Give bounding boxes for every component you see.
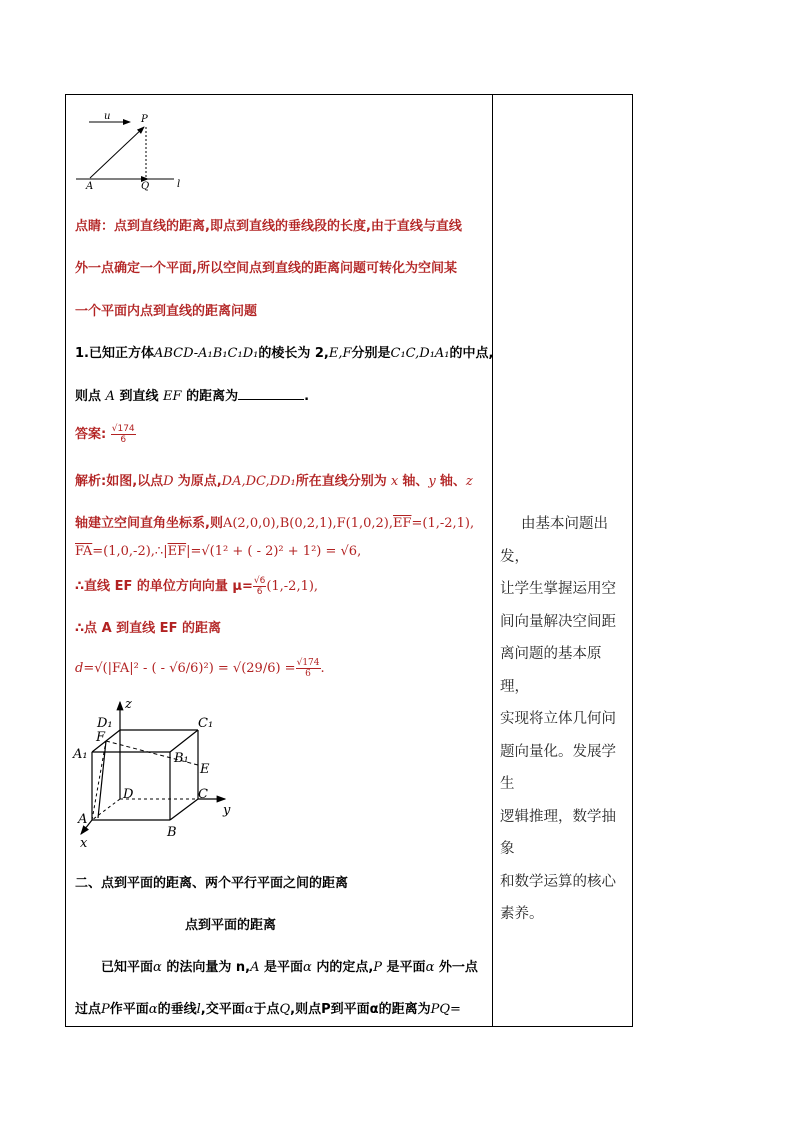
cube-label-a1: A₁ — [73, 747, 88, 762]
side-note-line-2: 让学生掌握运用空 — [500, 581, 616, 597]
sol-formula-num: √174 — [296, 658, 320, 668]
s2-alpha5: α — [244, 1002, 254, 1017]
s2-alpha4: α — [148, 1002, 158, 1017]
side-note — [500, 508, 630, 931]
sol-formula-d: d= — [75, 661, 95, 676]
s2-p1c: 是平面 — [263, 960, 303, 975]
solution-line4 — [75, 575, 318, 597]
segment-AP — [90, 127, 144, 178]
answer-fraction — [111, 424, 136, 445]
side-note-line-5: 实现将立体几何问 — [500, 711, 616, 727]
s2-p2e: 于点 — [253, 1002, 280, 1017]
dianjing-line3: 一个平面内点到直线的距离问题 — [75, 304, 258, 319]
sol-line4-den: 6 — [256, 587, 263, 597]
sol-vec-ef-val: =(1,-2,1), — [411, 516, 475, 531]
sol-formula-rest: √(|FA|² - ( - √6/6)²) = √(29/6) = — [94, 661, 296, 676]
section2-para-line1 — [101, 956, 478, 975]
s2-p1e: 是平面 — [386, 960, 426, 975]
cube-label-x: x — [80, 836, 88, 850]
label-A: A — [86, 181, 94, 192]
cube-label-c: C — [198, 787, 208, 802]
q1-ef: E,F — [328, 346, 352, 361]
column-divider — [492, 94, 493, 1027]
side-note-line-1 — [500, 508, 630, 573]
sol-formula-frac — [296, 658, 321, 679]
sol-line3b: =(1,0,-2),∴| — [92, 544, 168, 559]
answer-blank — [238, 387, 304, 400]
s2-p1a: 已知平面 — [101, 960, 154, 975]
sol-coords: A(2,0,0),B(0,2,1),F(1,0,2), — [222, 516, 393, 531]
s2-p1f: 外一点 — [438, 960, 478, 975]
q1-line2b: 到直线 — [119, 389, 159, 404]
sol-line4-num: √6 — [253, 576, 266, 586]
section2-heading: 二、点到平面的距离、两个平行平面之间的距离 — [75, 876, 349, 891]
question-1-line2 — [75, 385, 309, 404]
cube-label-b: B — [167, 825, 177, 840]
q1-mid1: 的棱长为 2, — [258, 346, 329, 361]
sol-line3d: |=√(1² + ( - 2)² + 1²) = √6, — [186, 544, 362, 559]
cube-label-f: F — [96, 730, 106, 745]
s2-p1b: 的法向量为 n, — [166, 960, 251, 975]
s2-p2d: ,交平面 — [200, 1002, 245, 1017]
s2-alpha1: α — [153, 960, 162, 975]
cube-label-d1: D₁ — [97, 716, 113, 731]
q1-edges: C₁C,D₁A₁ — [390, 346, 450, 361]
side-note-line-8: 和数学运算的核心 — [500, 873, 616, 890]
s2-p1d: 内的定点, — [316, 960, 374, 975]
s2-point-q: Q — [279, 1002, 291, 1017]
cube-label-b1: B₁ — [174, 751, 189, 766]
solution-formula — [75, 658, 325, 679]
sol-line4-tail: (1,-2,1), — [266, 579, 319, 594]
sol-point-d: D — [163, 474, 174, 489]
sol-line4: ∴直线 EF 的单位方向向量 μ= — [75, 579, 253, 594]
solution-line2 — [75, 512, 474, 531]
solution-line5: ∴点 A 到直线 EF 的距离 — [75, 621, 221, 636]
sol-vec-fa: $\overline{FA}$ — [75, 544, 93, 559]
s2-p2c: 的垂线 — [157, 1002, 197, 1017]
sol-line1c: 所在直线分别为 — [295, 474, 387, 489]
label-P: P — [141, 114, 148, 125]
section2-subheading: 点到平面的距离 — [185, 918, 277, 933]
sol-axes: DA,DC,DD₁ — [221, 474, 296, 489]
cube-label-y: y — [223, 803, 231, 818]
sol-vec-ef: $\overline{EF}$ — [392, 516, 412, 531]
s2-line-l: l — [196, 1002, 201, 1017]
cube-label-z: z — [125, 697, 132, 712]
answer-line — [75, 423, 136, 445]
side-note-line-9: 素养。 — [500, 906, 544, 922]
side-note-line-6: 题向量化。发展学生 — [500, 743, 616, 792]
s2-alpha2: α — [303, 960, 312, 975]
s2-point-a: A — [250, 960, 260, 975]
section2-para-line2 — [75, 998, 461, 1017]
s2-p2b: 作平面 — [109, 1002, 149, 1017]
s2-alpha3: α — [425, 960, 435, 975]
label-Q: Q — [141, 181, 150, 192]
sol-line1d: 轴、 — [402, 474, 429, 489]
question-1-line1 — [75, 342, 493, 361]
side-note-text-1: 由基本问题出发， — [500, 516, 608, 565]
q1-point-a: A — [105, 389, 115, 404]
sol-formula-end: . — [320, 661, 325, 676]
answer-den: 6 — [120, 435, 127, 445]
dianjing-line1: 点睛：点到直线的距离,即点到直线的垂线段的长度,由于直线与直线 — [75, 219, 462, 234]
q1-line2a: 则点 — [75, 389, 102, 404]
sol-unit-frac — [253, 576, 266, 597]
q1-mid2: 分别是 — [351, 346, 391, 361]
label-l: l — [177, 179, 181, 190]
q1-period: . — [304, 389, 310, 404]
s2-p2f: ,则点P到平面α的距离为 — [290, 1002, 431, 1017]
side-note-line-4: 离问题的基本原理， — [500, 646, 602, 695]
s2-p2a: 过点 — [75, 1002, 102, 1017]
solution-line1 — [75, 470, 473, 489]
q1-cube: ABCD-A₁B₁C₁D₁ — [153, 346, 259, 361]
sol-x: x — [390, 474, 399, 489]
sol-line1e: 轴、 — [439, 474, 466, 489]
q1-line2c: 的距离为 — [186, 389, 239, 404]
q1-mid3: 的中点, — [449, 346, 494, 361]
sol-formula-den: 6 — [305, 669, 311, 679]
dianjing-line2: 外一点确定一个平面,所以空间点到直线的距离问题可转化为空间某 — [75, 261, 457, 276]
cube-figure — [70, 690, 240, 850]
label-u: u — [104, 111, 111, 122]
sol-z: z — [465, 474, 473, 489]
s2-point-p2: P — [101, 1002, 110, 1017]
solution-line3 — [75, 544, 361, 559]
q1-line-ef: EF — [163, 389, 182, 404]
s2-point-p: P — [373, 960, 383, 975]
cube-label-e: E — [200, 762, 210, 777]
point-line-figure — [70, 108, 200, 193]
sol-line1a: 解析:如图,以点 — [75, 474, 164, 489]
side-note-line-3: 间向量解决空间距 — [500, 613, 616, 630]
sol-line1b: 为原点, — [177, 474, 222, 489]
sol-vec-ef2: $\overline{EF}$ — [167, 544, 187, 559]
sol-y: y — [428, 474, 436, 489]
cube-label-a: A — [78, 812, 88, 827]
side-note-line-7: 逻辑推理，数学抽象 — [500, 808, 616, 857]
s2-pq: PQ= — [430, 1002, 461, 1017]
cube-label-c1: C₁ — [198, 716, 214, 731]
cube-label-d: D — [123, 787, 134, 802]
q1-prefix: 1.已知正方体 — [75, 346, 154, 361]
answer-num: √174 — [111, 424, 135, 434]
answer-label: 答案: — [75, 427, 107, 442]
sol-line2a: 轴建立空间直角坐标系,则 — [75, 516, 223, 531]
